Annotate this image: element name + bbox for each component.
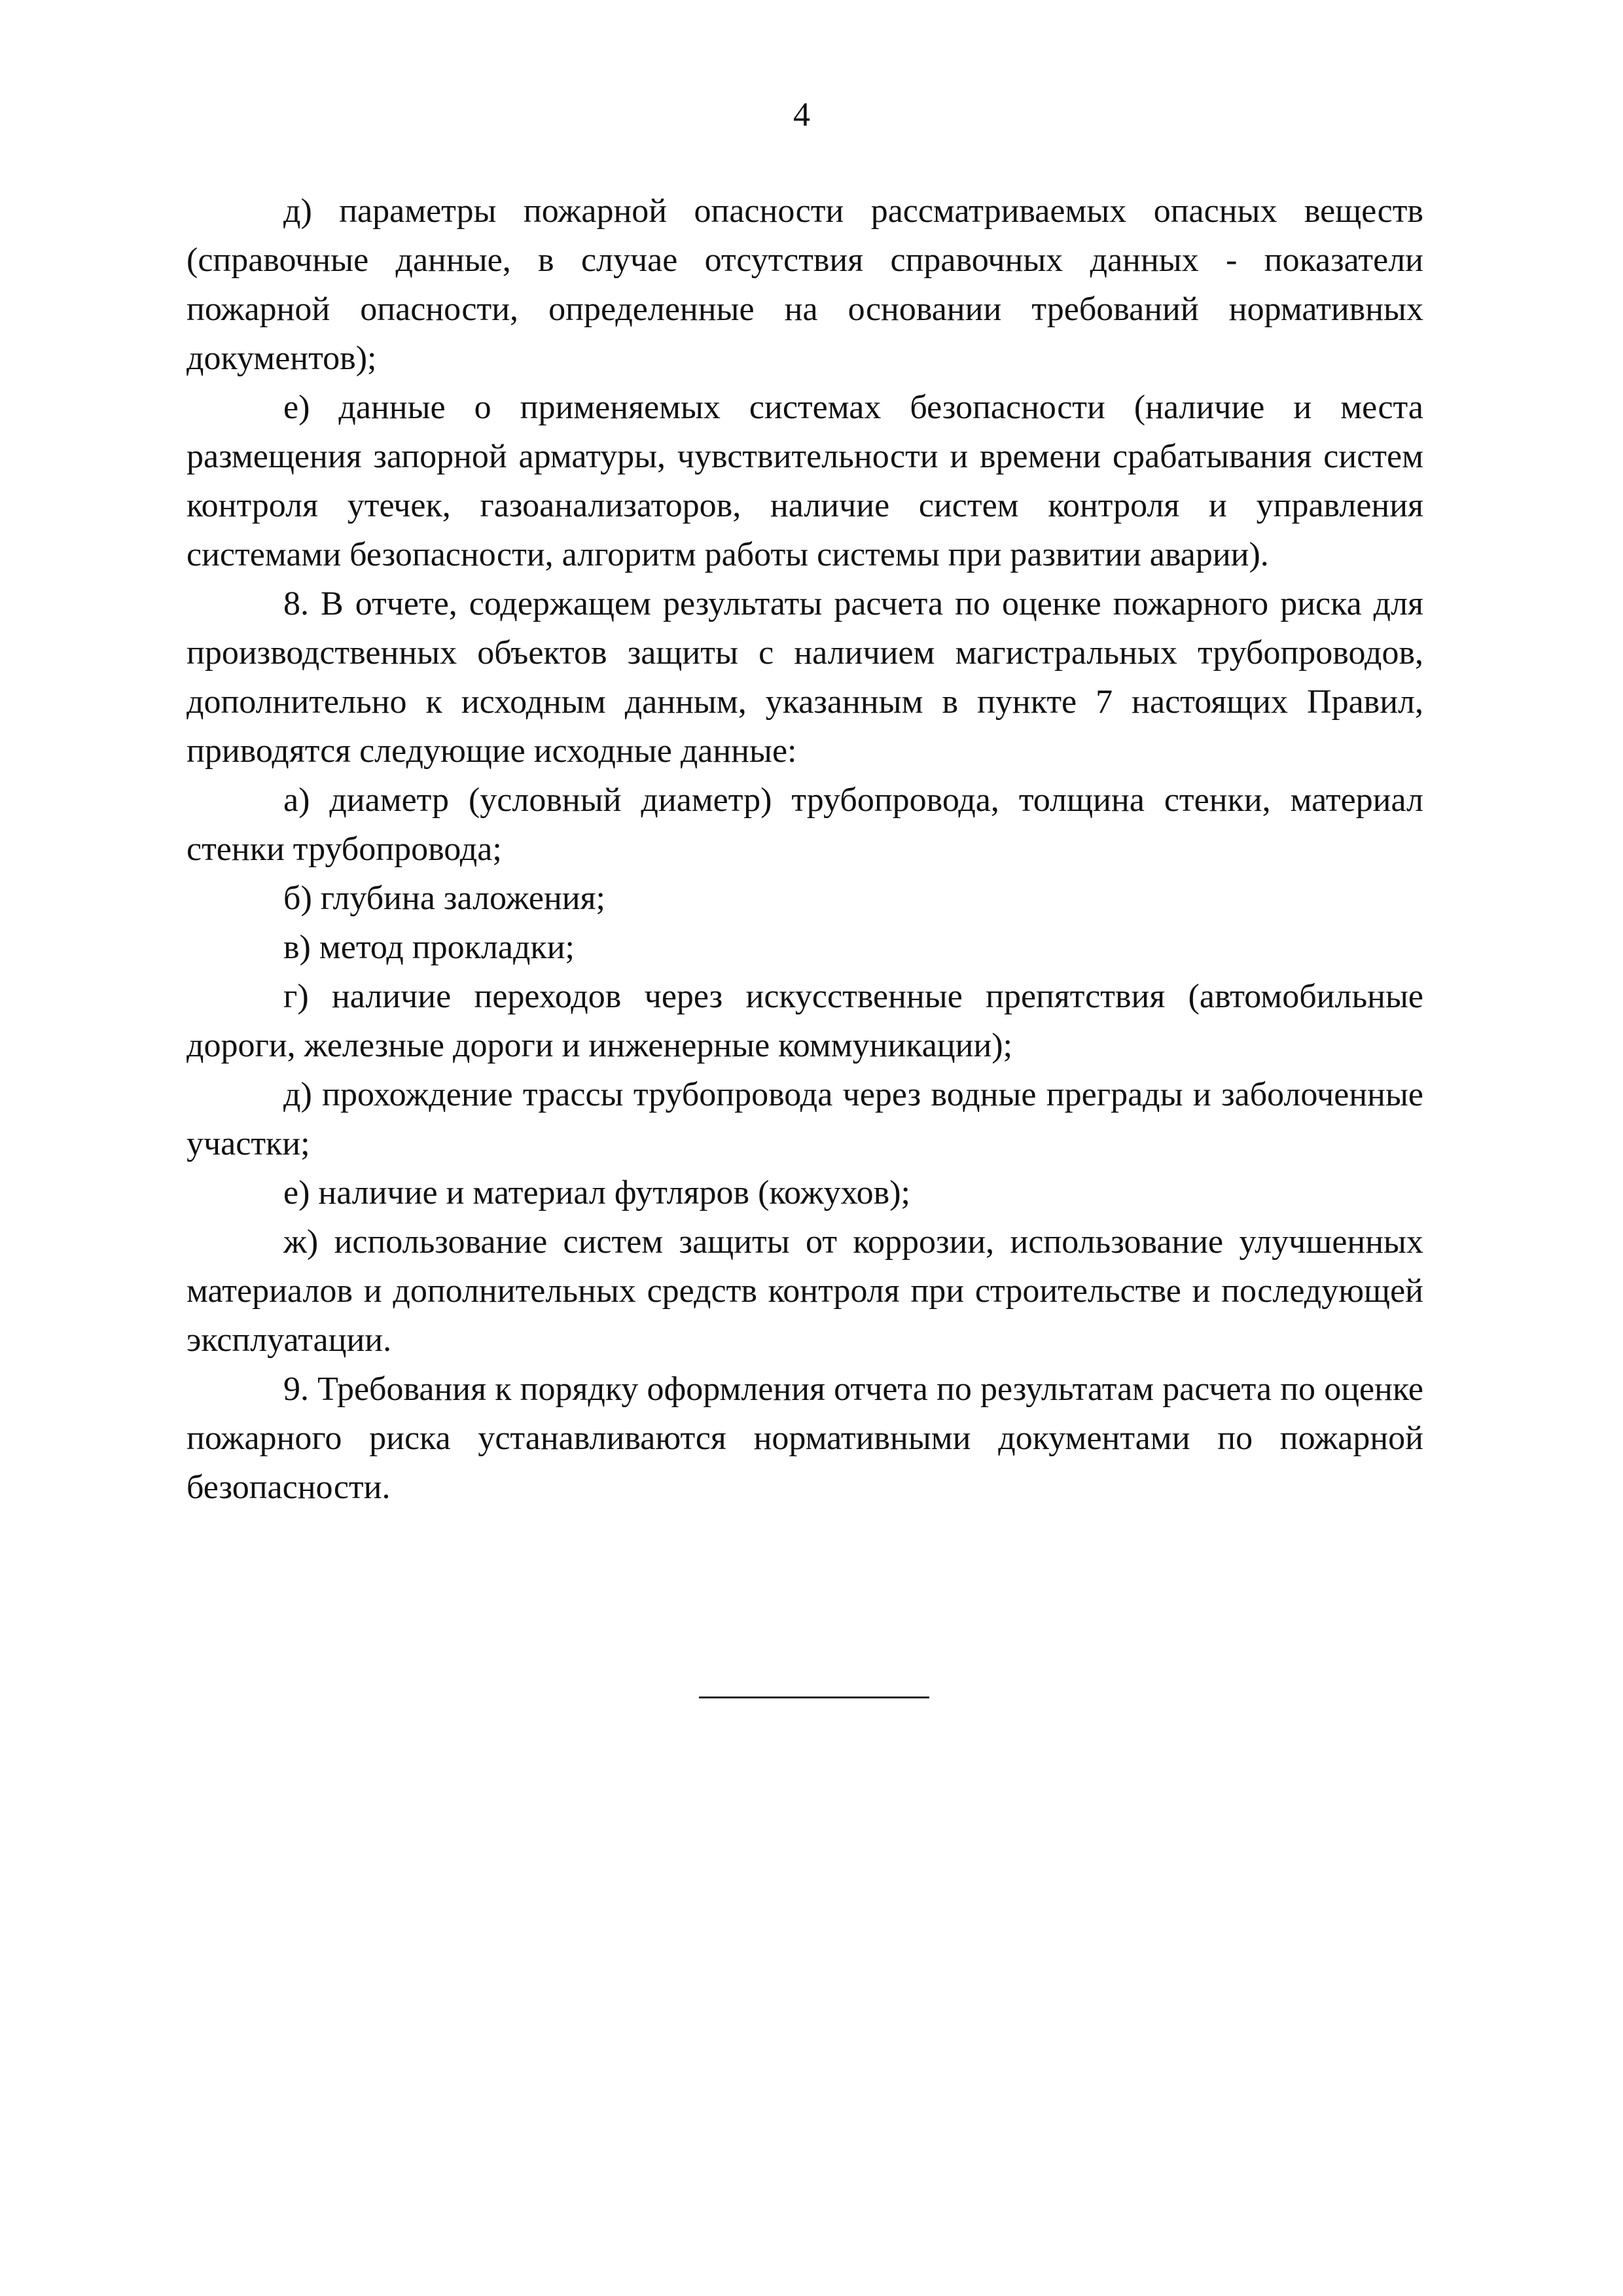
paragraph-e-safety-systems: е) данные о применяемых системах безопасности (наличие и места размещения запорной арматуры, чувствительности и времени срабатывания систем контроля утечек, газоанализаторов, наличие систем контроля и управления системами безопасности, алгоритм работы системы при развитии аварии). bbox=[187, 389, 1423, 573]
list-item-e-casings: е) наличие и материал футляров (кожухов); bbox=[283, 1174, 910, 1211]
paragraph-8-pipelines-report: 8. В отчете, содержащем результаты расчета по оценке пожарного риска для производственных объектов защиты с наличием магистральных трубопроводов, дополнительно к исходным данным, указанным в пункте 7 настоящих Правил, приводятся следующие исходные данные: bbox=[187, 585, 1423, 770]
paragraph-d-fire-hazard-parameters: д) параметры пожарной опасности рассматриваемых опасных веществ (справочные данные, в случае отсутствия справочных данных - показатели пожарной опасности, определенные на основании требований нормативных документов); bbox=[187, 192, 1423, 377]
list-item-a-diameter: а) диаметр (условный диаметр) трубопровода, толщина стенки, материал стенки трубопровода; bbox=[187, 781, 1423, 868]
list-item-g-crossings: г) наличие переходов через искусственные препятствия (автомобильные дороги, железные дороги и инженерные коммуникации); bbox=[187, 978, 1423, 1064]
end-separator-line bbox=[699, 1696, 929, 1698]
paragraph-9-report-requirements: 9. Требования к порядку оформления отчета по результатам расчета по оценке пожарного риска устанавливаются нормативными документами по пожарной безопасности. bbox=[187, 1371, 1423, 1506]
list-item-b-depth: б) глубина заложения; bbox=[283, 880, 605, 917]
list-item-d-water-barriers: д) прохождение трассы трубопровода через водные преграды и заболоченные участки; bbox=[187, 1076, 1423, 1162]
document-body bbox=[187, 187, 1423, 1512]
page-number: 4 bbox=[793, 96, 810, 134]
list-item-zh-corrosion-protection: ж) использование систем защиты от коррозии, использование улучшенных материалов и дополнительных средств контроля при строительстве и последующей эксплуатации. bbox=[187, 1223, 1423, 1359]
list-item-v-laying-method: в) метод прокладки; bbox=[283, 929, 575, 966]
